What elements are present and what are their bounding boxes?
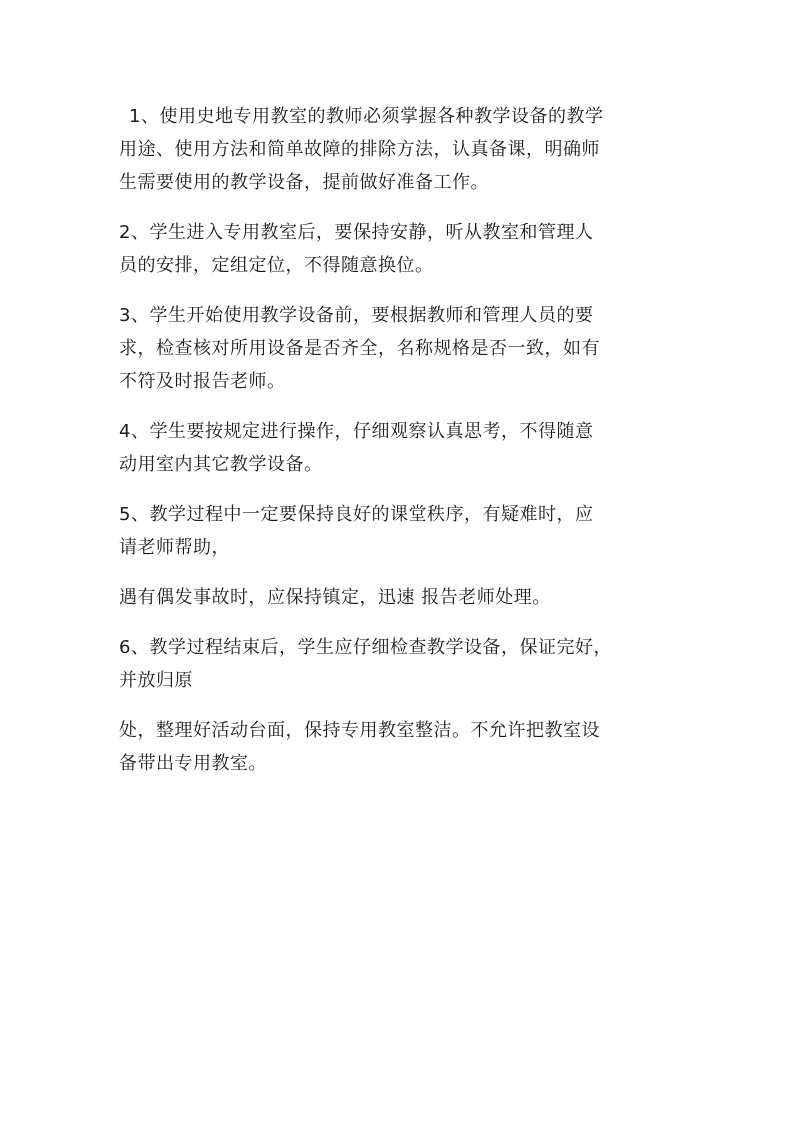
paragraph-rule-2 — [119, 216, 689, 282]
text-line: 动用室内其它教学设备。 — [119, 454, 323, 475]
paragraph-rule-5 — [119, 498, 689, 564]
text-line: 求，检查核对所用设备是否齐全，名称规格是否一致，如有 — [119, 338, 600, 359]
text-line: 员的安排，定组定位，不得随意换位。 — [119, 255, 434, 276]
text-line: 不符及时报告老师。 — [119, 371, 286, 392]
text-line: 生需要使用的教学设备，提前做好准备工作。 — [119, 172, 489, 193]
text-line: 遇有偶发事故时，应保持镇定，迅速 报告老师处理。 — [119, 587, 551, 608]
text-line: 用途、使用方法和简单故障的排除方法，认真备课，明确师 — [119, 139, 600, 160]
paragraph-rule-4 — [119, 415, 689, 481]
text-line: 6、教学过程结束后，学生应仔细检查教学设备，保证完好， — [119, 637, 612, 658]
text-line: 3、学生开始使用教学设备前，要根据教师和管理人员的要 — [119, 305, 594, 326]
text-line: 5、教学过程中一定要保持良好的课堂秩序，有疑难时，应 — [119, 504, 594, 525]
paragraph-rule-5-continued — [119, 581, 689, 614]
paragraph-rule-3 — [119, 299, 689, 398]
text-line: 2、学生进入专用教室后，要保持安静，听从教室和管理人 — [119, 222, 594, 243]
document-body — [119, 100, 689, 797]
text-line: 并放归原 — [119, 670, 193, 691]
text-line: 4、学生要按规定进行操作，仔细观察认真思考，不得随意 — [119, 421, 594, 442]
text-line: 请老师帮助， — [119, 537, 230, 558]
paragraph-rule-6 — [119, 631, 689, 697]
text-line: 1、使用史地专用教室的教师必须掌握各种教学设备的教学 — [129, 106, 604, 127]
paragraph-rule-6-continued — [119, 714, 689, 780]
text-line: 处，整理好活动台面，保持专用教室整洁。不允许把教室设 — [119, 720, 600, 741]
paragraph-rule-1 — [119, 100, 689, 199]
text-line: 备带出专用教室。 — [119, 753, 267, 774]
